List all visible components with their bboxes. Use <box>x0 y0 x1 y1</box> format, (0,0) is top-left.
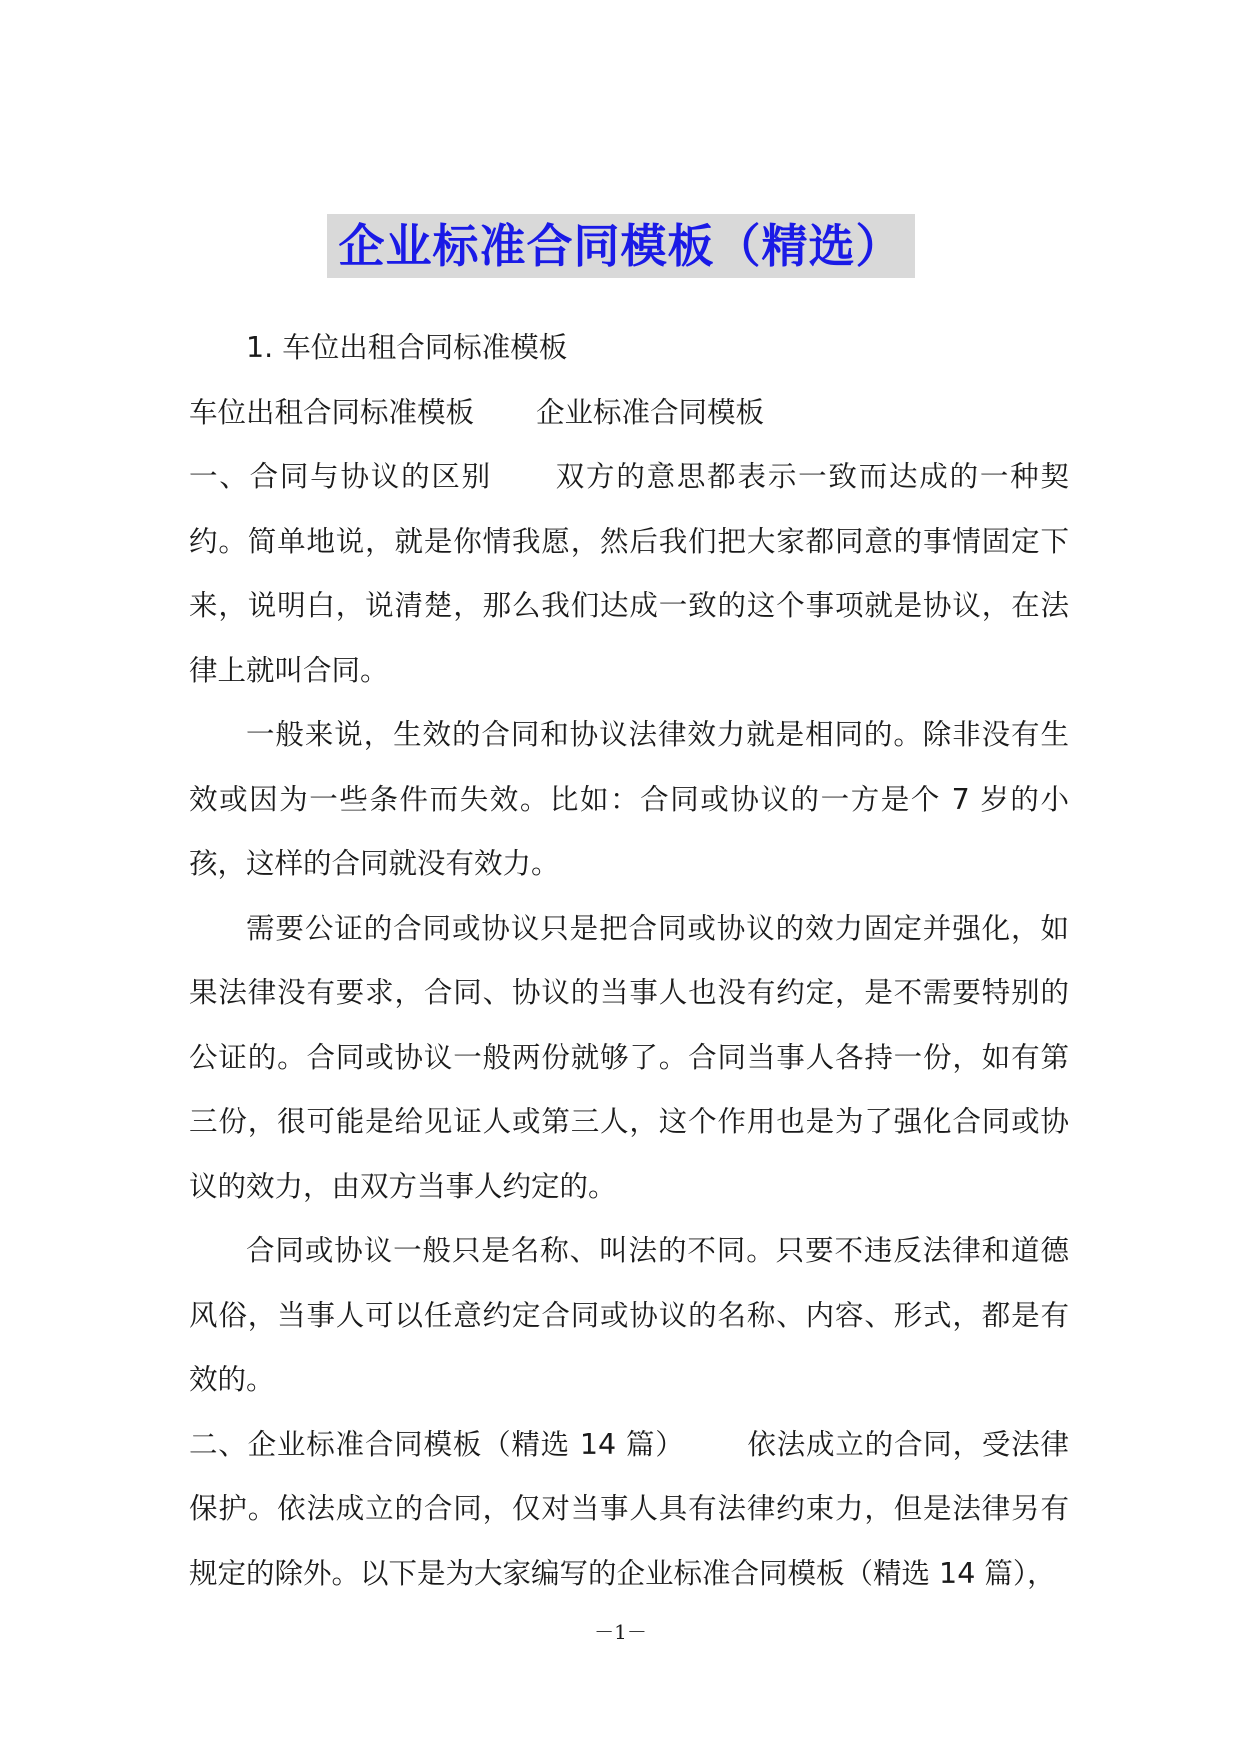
page-number: －1－ <box>594 1620 647 1644</box>
list-item-number: 1. <box>246 331 274 364</box>
title-container <box>0 214 1241 278</box>
section-two-heading: 二、企业标准合同模板（精选 14 篇） <box>189 1427 685 1461</box>
subtitle-left: 车位出租合同标准模板 <box>189 395 475 429</box>
section-one-text: 双方的意思都表示一致而达成的一种契约。简单地说，就是你情我愿，然后我们把大家都同意的事情固定下来，说明白，说清楚，那么我们达成一致的这个事项就是协议，在法律上就叫合同。 <box>189 460 1069 687</box>
section-one <box>189 445 1069 703</box>
paragraph-effect: 一般来说，生效的合同和协议法律效力就是相同的。除非没有生效或因为一些条件而失效。比如：合同或协议的一方是个 7 岁的小孩，这样的合同就没有效力。 <box>189 718 1069 880</box>
section-two-text: 依法成立的合同，受法律保护。依法成立的合同，仅对当事人具有法律约束力，但是法律另有规定的除外。以下是为大家编写的企业标准合同模板（精选 14 篇）， <box>189 1427 1069 1590</box>
list-item-text: 车位出租合同标准模板 <box>282 331 568 364</box>
paragraph-naming: 合同或协议一般只是名称、叫法的不同。只要不违反法律和道德风俗，当事人可以任意约定合同或协议的名称、内容、形式，都是有效的。 <box>189 1234 1069 1396</box>
document-title: 企业标准合同模板（精选） <box>327 214 915 278</box>
subtitle-line <box>189 381 1069 446</box>
section-two <box>189 1413 1069 1607</box>
paragraph-notary: 需要公证的合同或协议只是把合同或协议的效力固定并强化，如果法律没有要求，合同、协议的当事人也没有约定，是不需要特别的公证的。合同或协议一般两份就够了。合同当事人各持一份，如有第三份，很可能是给见证人或第三人，这个作用也是为了强化合同或协议的效力，由双方当事人约定的。 <box>189 911 1069 1203</box>
subtitle-right: 企业标准合同模板 <box>536 395 765 429</box>
section-one-heading: 一、合同与协议的区别 <box>189 460 492 493</box>
document-body <box>189 316 1069 1606</box>
list-item <box>189 316 1069 381</box>
